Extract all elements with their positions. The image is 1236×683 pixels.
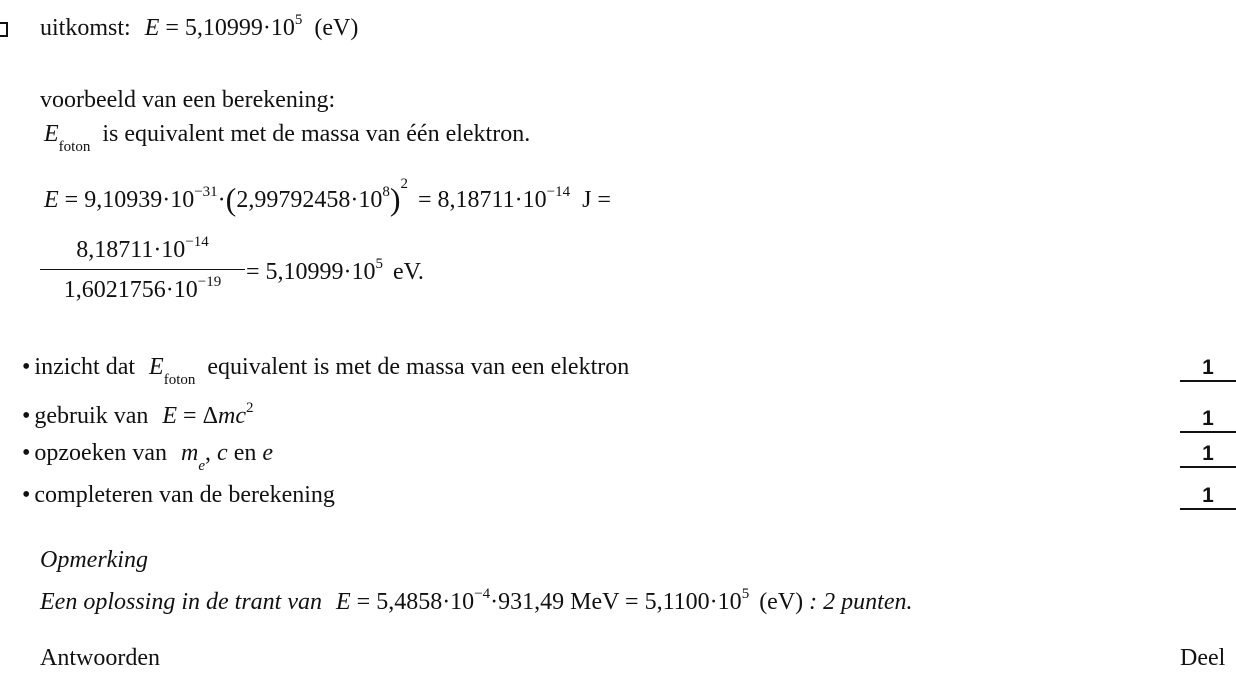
criterion-variable: E: [149, 354, 164, 380]
result-unit: (eV): [314, 15, 359, 41]
example-variable: E: [44, 121, 59, 147]
calc-mass: = 9,10939·10: [64, 187, 195, 213]
fraction: [40, 232, 245, 306]
note-equation: = 5,4858·10: [356, 589, 475, 615]
note-exponent-1: −4: [474, 586, 491, 602]
footer-right: Deel: [1180, 645, 1226, 671]
criterion-3: • opzoeken van $m_e$, c en e: [22, 440, 273, 474]
score-1: 1: [1180, 357, 1236, 382]
example-text: is equivalent met de massa van één elektron.: [102, 121, 531, 147]
fraction-result-value: = 5,10999·10: [246, 259, 376, 285]
note-equation-mid: ·931,49 MeV = 5,1100·10: [490, 589, 742, 615]
result-line: [40, 12, 359, 41]
calc-lightspeed: 2,99792458·10: [236, 187, 383, 213]
calc-unit-joule: J =: [582, 187, 611, 213]
score-4: 1: [1180, 485, 1236, 510]
calc-paren-open: (: [225, 181, 237, 217]
formula-exponent: 2: [246, 400, 254, 416]
criterion-text: completeren van de berekening: [34, 482, 335, 508]
note-text: [40, 586, 913, 615]
score-2: 1: [1180, 408, 1236, 433]
calc-energy-exponent: −14: [546, 184, 571, 200]
calc-paren-close: ): [389, 181, 401, 217]
fraction-result-exponent: 5: [375, 256, 384, 272]
criterion-text-rest: equivalent is met de massa van een elektron: [207, 354, 630, 380]
fraction-denominator-exponent: −19: [197, 274, 222, 290]
checkbox-icon: [0, 22, 8, 37]
variable-c: c: [217, 440, 228, 466]
example-line: [44, 121, 531, 155]
example-subscript: foton: [58, 138, 91, 155]
fraction-denominator: $1,6021756\cdot 10^{-19}$: [63, 274, 222, 303]
formula-variable: E: [162, 403, 178, 429]
result-exponent: 5: [294, 12, 303, 28]
variable-m: m: [181, 440, 199, 466]
fraction-result: [246, 256, 424, 285]
note-title: Opmerking: [40, 547, 148, 573]
calculation-line: [44, 176, 611, 217]
criterion-subscript: foton: [163, 371, 196, 388]
criterion-2: [22, 400, 254, 429]
note-intro: Een oplossing in de trant van: [40, 589, 322, 615]
formula-equals: = Δ: [183, 403, 219, 429]
fraction-result-unit: eV.: [393, 259, 424, 285]
fraction-numerator: $8,18711\cdot 10^{-14}$: [76, 234, 209, 263]
formula-mc: mc: [218, 403, 246, 429]
variable-m-subscript: e: [198, 457, 206, 474]
criterion-4: [22, 483, 335, 507]
result-value: = 5,10999·10: [165, 15, 295, 41]
note-unit: (eV): [759, 589, 804, 615]
calc-square: 2: [400, 176, 408, 192]
criterion-text: opzoeken van: [34, 440, 168, 466]
score-3: 1: [1180, 443, 1236, 468]
result-variable: E: [144, 15, 160, 41]
note-variable: E: [335, 589, 351, 615]
note-exponent-2: 5: [741, 586, 750, 602]
footer-left: Antwoorden: [40, 645, 160, 671]
calc-energy-joule: = 8,18711·10: [417, 187, 547, 213]
criterion-text: inzicht dat: [34, 354, 136, 380]
example-heading: voorbeeld van een berekening:: [40, 87, 336, 113]
calc-mass-exponent: −31: [194, 184, 218, 200]
bullet-icon: •: [22, 403, 31, 429]
conjunction: en: [233, 440, 257, 466]
bullet-icon: •: [22, 482, 31, 508]
criterion-text: gebruik van: [34, 403, 149, 429]
variable-e: e: [262, 440, 273, 466]
calc-dot: ·: [217, 187, 226, 213]
bullet-icon: •: [22, 440, 31, 466]
bullet-icon: •: [22, 354, 31, 380]
result-label: uitkomst:: [40, 15, 131, 41]
fraction-numerator-exponent: −14: [185, 234, 209, 250]
calc-variable: E: [44, 187, 59, 213]
note-points: : 2 punten.: [809, 589, 913, 615]
calc-lightspeed-exponent: 8: [382, 184, 390, 200]
criterion-1: [22, 354, 630, 388]
